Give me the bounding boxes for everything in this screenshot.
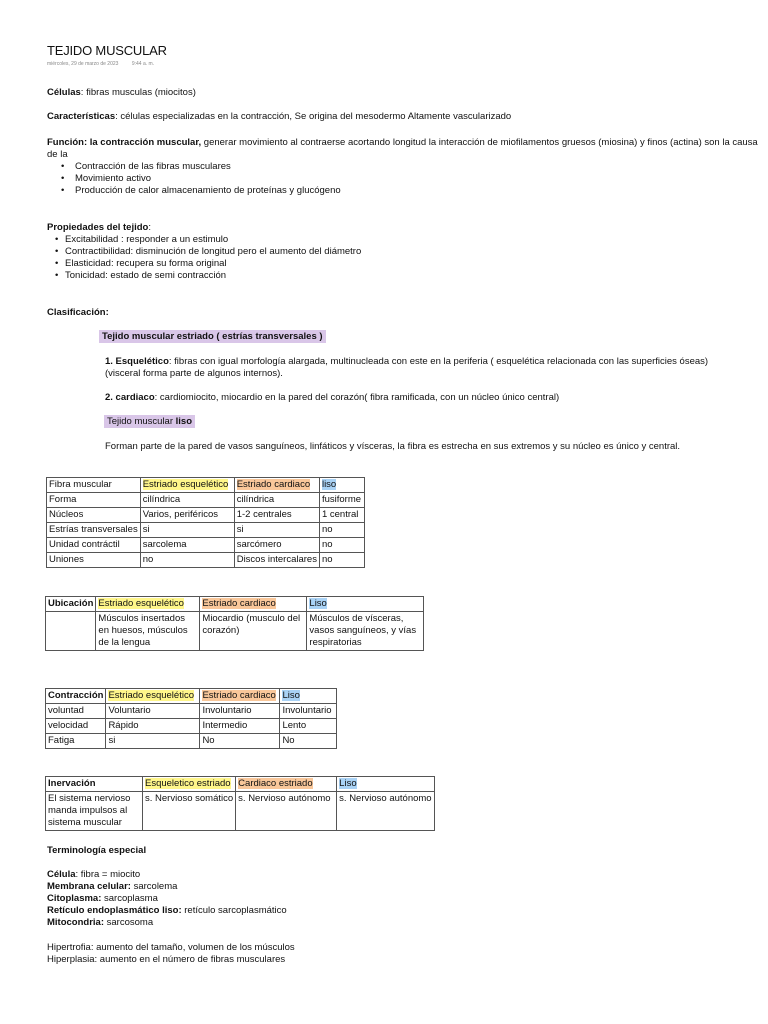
- cardiaco-text: : cardiomiocito, miocardio en la pared del corazón( fibra ramificada, con un núcleo único central): [154, 392, 560, 403]
- list-item: • Contractibilidad: disminución de longitud pero el aumento del diámetro: [65, 246, 361, 258]
- table-header-cell: Fibra muscular: [47, 478, 141, 493]
- header-label: Liso: [282, 690, 300, 701]
- table-cell: voluntad: [46, 704, 106, 719]
- page-date: miércoles, 29 de marzo de 2023: [47, 61, 119, 67]
- header-label: Contracción: [48, 690, 104, 701]
- table-cell: El sistema nervioso manda impulsos al sistema muscular: [46, 792, 143, 831]
- esqueletico-line2: (visceral forma parte de algunos internos).: [105, 368, 283, 379]
- list-item: [47, 917, 287, 929]
- caracteristicas-label: Características: [47, 111, 116, 122]
- table-cell: no: [319, 523, 364, 538]
- table-cell: sarcómero: [234, 538, 319, 553]
- table-header-cell: [140, 478, 234, 493]
- table-cell: Involuntario: [280, 704, 337, 719]
- table-cell: no: [319, 538, 364, 553]
- header-label: Estriado cardiaco: [202, 598, 276, 609]
- table-cell: si: [140, 523, 234, 538]
- term-label: Mitocondria:: [47, 917, 104, 928]
- cardiaco-line: [105, 392, 559, 404]
- term-text: sarcosoma: [104, 917, 154, 928]
- header-label: Estriado esquelético: [98, 598, 184, 609]
- propiedades-colon: :: [148, 222, 151, 233]
- table-cell: Intermedio: [200, 719, 280, 734]
- inervacion-table: [45, 776, 435, 831]
- header-label: Esqueletico estriado: [145, 778, 231, 789]
- funcion-label: Función: la contracción muscular,: [47, 137, 202, 148]
- caracteristicas-text: : células especializadas en la contracción, Se origina del mesodermo Altamente vascularizado: [115, 111, 512, 122]
- table-header-row: [47, 478, 365, 493]
- table-cell: Forma: [47, 493, 141, 508]
- table-cell: No: [200, 734, 280, 749]
- funcion-line2: de la: [47, 149, 68, 160]
- page-title: TEJIDO MUSCULAR: [47, 43, 167, 58]
- term-text: : fibra = miocito: [75, 869, 141, 880]
- table-cell: fusiforme: [319, 493, 364, 508]
- table-cell: si: [106, 734, 200, 749]
- term-text: sarcolema: [130, 881, 178, 892]
- table-header-row: [46, 777, 435, 792]
- table-cell: Músculos insertados en huesos, músculos de la lengua: [96, 612, 200, 651]
- term-text: retículo sarcoplasmático: [181, 905, 287, 916]
- propiedades-heading: [47, 222, 151, 234]
- table-cell: s. Nervioso somático: [143, 792, 236, 831]
- table-row: [47, 538, 365, 553]
- esqueletico-label: 1. Esquelético: [105, 356, 169, 367]
- liso-text: Forman parte de la pared de vasos sanguíneos, linfáticos y vísceras, la fibra es estrecha en sus extremos y su núcleo es único y central.: [105, 441, 681, 452]
- table-cell: Discos intercalares: [234, 553, 319, 568]
- table-header-cell: [200, 597, 307, 612]
- celulas-line: [47, 87, 196, 99]
- table-header-cell: [46, 777, 143, 792]
- list-item: • Producción de calor almacenamiento de proteínas y glucógeno: [75, 185, 341, 197]
- header-label: Estriado cardiaco: [236, 479, 311, 490]
- page-time: 9:44 a. m.: [131, 61, 155, 67]
- ubicacion-table: [45, 596, 424, 651]
- list-item: • Movimiento activo: [75, 173, 341, 185]
- liso-heading-b: liso: [175, 416, 193, 427]
- table-cell: Rápido: [106, 719, 200, 734]
- table-cell: s. Nervioso autónomo: [337, 792, 434, 831]
- header-label: Ubicación: [48, 598, 94, 609]
- terminologia-label: Terminología especial: [47, 845, 147, 856]
- esqueletico-line: [105, 356, 708, 368]
- table-cell: Varios, periféricos: [140, 508, 234, 523]
- term-label: Citoplasma:: [47, 893, 102, 904]
- table-cell: cilíndrica: [140, 493, 234, 508]
- table-row: [47, 508, 365, 523]
- table-cell: 1 central: [319, 508, 364, 523]
- propiedades-list: [65, 234, 361, 282]
- fibra-muscular-table: [46, 477, 365, 568]
- liso-heading-a: Tejido muscular: [107, 416, 176, 427]
- propiedades-label: Propiedades del tejido: [47, 222, 149, 233]
- table-cell: si: [234, 523, 319, 538]
- table-cell: Núcleos: [47, 508, 141, 523]
- hipertrofia-line: Hipertrofia: aumento del tamaño, volumen de los músculos: [47, 942, 295, 953]
- funcion-list: [75, 161, 341, 197]
- table-cell: 1-2 centrales: [234, 508, 319, 523]
- list-item: • Excitabilidad : responder a un estimulo: [65, 234, 361, 246]
- list-item: [47, 893, 287, 905]
- header-label: Liso: [309, 598, 327, 609]
- header-label: liso: [321, 479, 337, 490]
- terminologia-list: [47, 869, 287, 929]
- table-header-cell: [96, 597, 200, 612]
- table-cell: s. Nervioso autónomo: [236, 792, 337, 831]
- table-cell: velocidad: [46, 719, 106, 734]
- table-row: [46, 734, 337, 749]
- table-cell: Voluntario: [106, 704, 200, 719]
- funcion-line: [47, 137, 758, 149]
- term-text: sarcoplasma: [101, 893, 158, 904]
- page-timestamp: [47, 61, 166, 67]
- table-cell: No: [280, 734, 337, 749]
- table-header-cell: [307, 597, 424, 612]
- cardiaco-label: 2. cardiaco: [105, 392, 155, 403]
- table-header-cell: [280, 689, 337, 704]
- clasificacion-label: Clasificación:: [47, 307, 109, 318]
- table-row: [47, 523, 365, 538]
- table-cell: Lento: [280, 719, 337, 734]
- table-cell: Uniones: [47, 553, 141, 568]
- contraccion-table: [45, 688, 337, 749]
- header-label: Liso: [339, 778, 357, 789]
- estriado-heading-label: Tejido muscular estriado ( estrías transversales ): [99, 330, 326, 343]
- table-row: [46, 792, 435, 831]
- table-row: [46, 704, 337, 719]
- header-label: Estriado cardiaco: [202, 690, 276, 701]
- table-header-cell: [337, 777, 434, 792]
- terminologia-heading: [47, 845, 146, 857]
- hiperplasia-line: Hiperplasia: aumento en el número de fibras musculares: [47, 954, 286, 965]
- table-cell: Músculos de vísceras, vasos sanguíneos, y vías respiratorias: [307, 612, 424, 651]
- celulas-label: Células: [47, 87, 81, 98]
- liso-heading: [104, 416, 195, 428]
- table-header-cell: [46, 597, 96, 612]
- list-item: • Elasticidad: recupera su forma original: [65, 258, 361, 270]
- table-header-row: [46, 597, 424, 612]
- table-header-cell: [234, 478, 319, 493]
- caracteristicas-line: [47, 111, 511, 123]
- table-cell: Unidad contráctil: [47, 538, 141, 553]
- list-item: [47, 869, 287, 881]
- list-item: [47, 881, 287, 893]
- table-row: [46, 612, 424, 651]
- table-row: [47, 493, 365, 508]
- table-cell: Estrías transversales: [47, 523, 141, 538]
- table-header-cell: [143, 777, 236, 792]
- esqueletico-text: : fibras con igual morfología alargada, multinucleada con este en la periferia ( esquelética relacionada con las superficies óseas): [168, 356, 709, 367]
- term-label: Membrana celular:: [47, 881, 131, 892]
- table-cell: Miocardio (musculo del corazón): [200, 612, 307, 651]
- table-cell: no: [319, 553, 364, 568]
- table-header-cell: [46, 689, 106, 704]
- term-label: Retículo endoplasmático liso:: [47, 905, 182, 916]
- header-label: Estriado esquelético: [142, 479, 229, 490]
- table-row: [46, 719, 337, 734]
- header-label: Estriado esquelético: [108, 690, 194, 701]
- table-row: [47, 553, 365, 568]
- table-cell: sarcolema: [140, 538, 234, 553]
- celulas-text: : fibras musculas (miocitos): [80, 87, 196, 98]
- table-cell: Fatiga: [46, 734, 106, 749]
- table-header-row: [46, 689, 337, 704]
- funcion-text: generar movimiento al contraerse acortando longitud la interacción de miofilamentos gruesos (miosina) y finos (actina) son la causa: [201, 137, 758, 148]
- table-cell: cilíndrica: [234, 493, 319, 508]
- table-cell: no: [140, 553, 234, 568]
- table-cell: Involuntario: [200, 704, 280, 719]
- liso-heading-label: [104, 415, 195, 428]
- table-header-cell: [106, 689, 200, 704]
- table-cell: [46, 612, 96, 651]
- clasificacion-heading: [47, 307, 109, 319]
- table-header-cell: [319, 478, 364, 493]
- term-label: Célula: [47, 869, 76, 880]
- header-label: Inervación: [48, 778, 96, 789]
- table-header-cell: [200, 689, 280, 704]
- table-header-cell: [236, 777, 337, 792]
- list-item: [47, 905, 287, 917]
- header-label: Cardiaco estriado: [238, 778, 313, 789]
- estriado-heading: [99, 331, 326, 343]
- list-item: • Contracción de las fibras musculares: [75, 161, 341, 173]
- list-item: • Tonicidad: estado de semi contracción: [65, 270, 361, 282]
